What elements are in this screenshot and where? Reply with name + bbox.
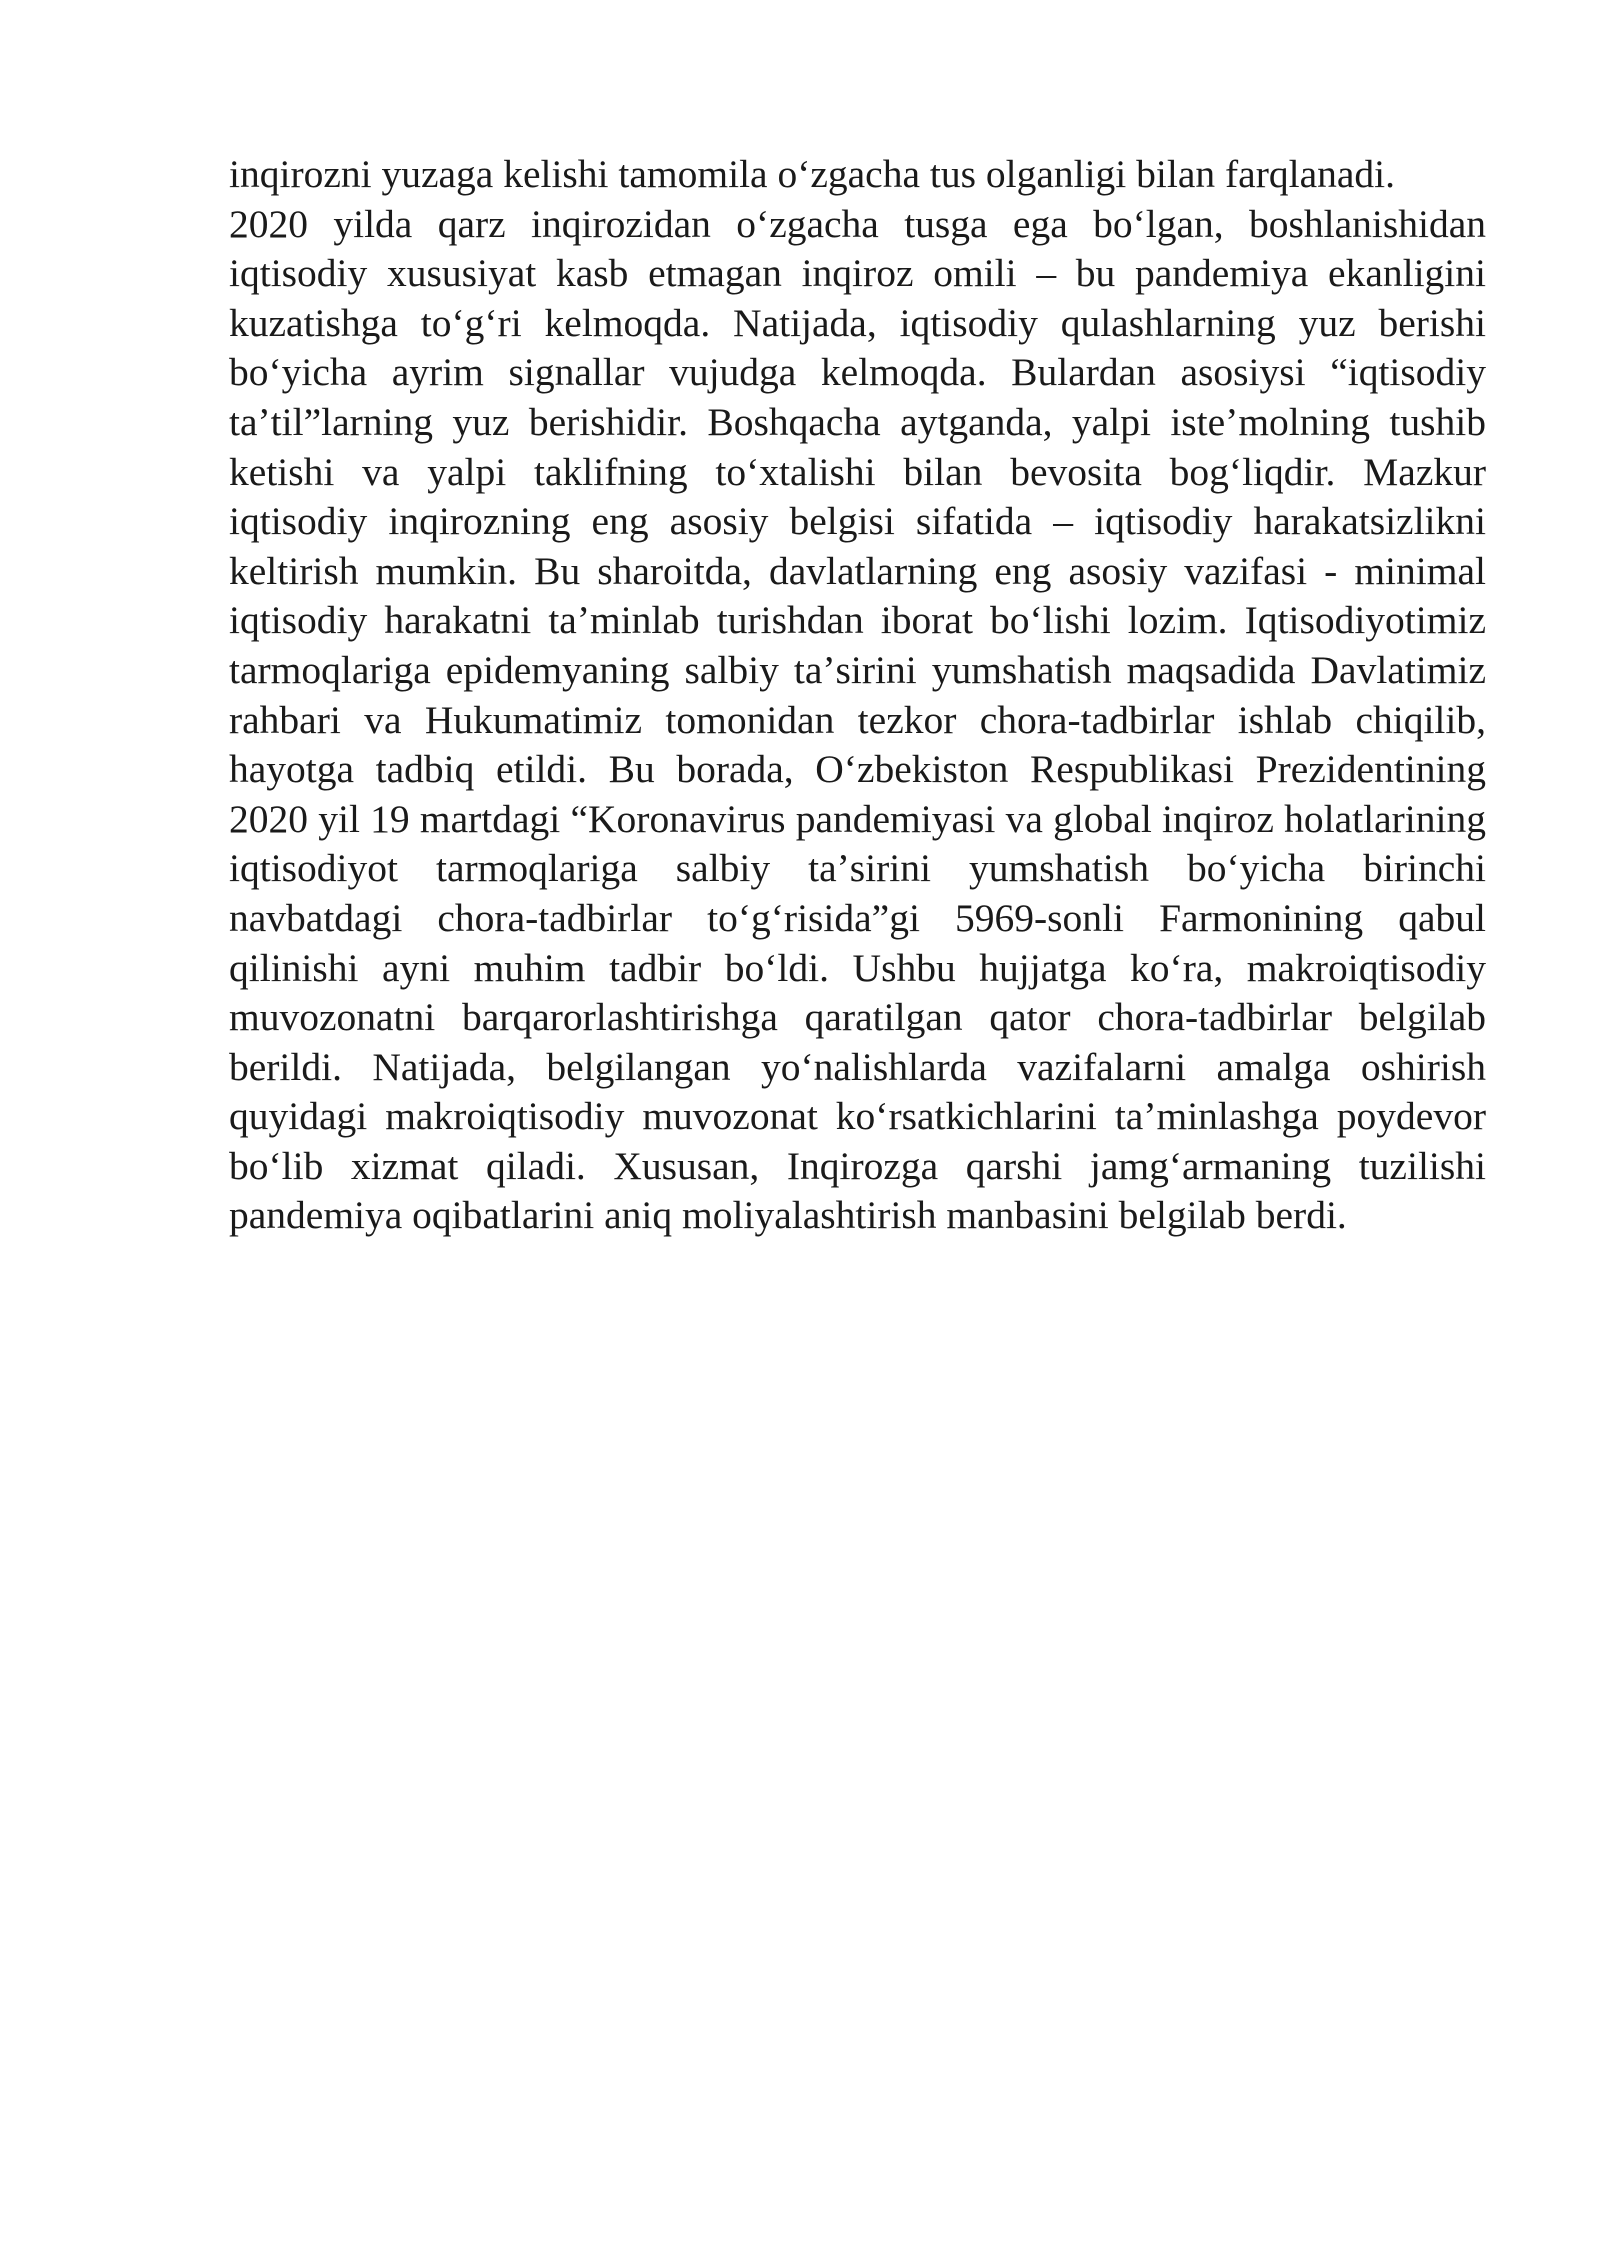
body-text <box>229 150 1486 1241</box>
paragraph-continuation: inqirozni yuzaga kelishi tamomila oʻzgacha tus olganligi bilan farqlanadi. <box>229 152 1395 196</box>
paragraph-main: 2020 yilda qarz inqirozidan oʻzgacha tusga ega boʻlgan, boshlanishidan iqtisodiy xususiyat kasb etmagan inqiroz omili – bu pandemiya ekanligini kuzatishga toʻgʻri kelmoqda. Natijada, iqtisodiy qulashlarning yuz berishi boʻyicha ayrim signallar vujudga kelmoqda. Bulardan asosiysi “iqtisodiy taʼtil”larning yuz berishidir. Boshqacha aytganda, yalpi isteʼmolning tushib ketishi va yalpi taklifning toʻxtalishi bilan bevosita bogʻliqdir. Mazkur iqtisodiy inqirozning eng asosiy belgisi sifatida – iqtisodiy harakatsizlikni keltirish mumkin. Bu sharoitda, davlatlarning eng asosiy vazifasi - minimal iqtisodiy harakatni taʼminlab turishdan iborat boʻlishi lozim. Iqtisodiyotimiz tarmoqlariga epidemyaning salbiy taʼsirini yumshatish maqsadida Davlatimiz rahbari va Hukumatimiz tomonidan tezkor chora-tadbirlar ishlab chiqilib, hayotga tadbiq etildi. Bu borada, Oʻzbekiston Respublikasi Prezidentining 2020 yil 19 martdagi “Koronavirus pandemiyasi va global inqiroz holatlarining iqtisodiyot tarmoqlariga salbiy taʼsirini yumshatish boʻyicha birinchi navbatdagi chora-tadbirlar toʻgʻrisida”gi 5969-sonli Farmonining qabul qilinishi ayni muhim tadbir boʻldi. Ushbu hujjatga koʻra, makroiqtisodiy muvozonatni barqarorlashtirishga qaratilgan qator chora-tadbirlar belgilab berildi. Natijada, belgilangan yoʻnalishlarda vazifalarni amalga oshirish quyidagi makroiqtisodiy muvozonat koʻrsatkichlarini taʼminlashga poydevor boʻlib xizmat qiladi. Xususan, Inqirozga qarshi jamgʻarmaning tuzilishi pandemiya oqibatlarini aniq moliyalashtirish manbasini belgilab berdi. <box>229 201 1486 1238</box>
